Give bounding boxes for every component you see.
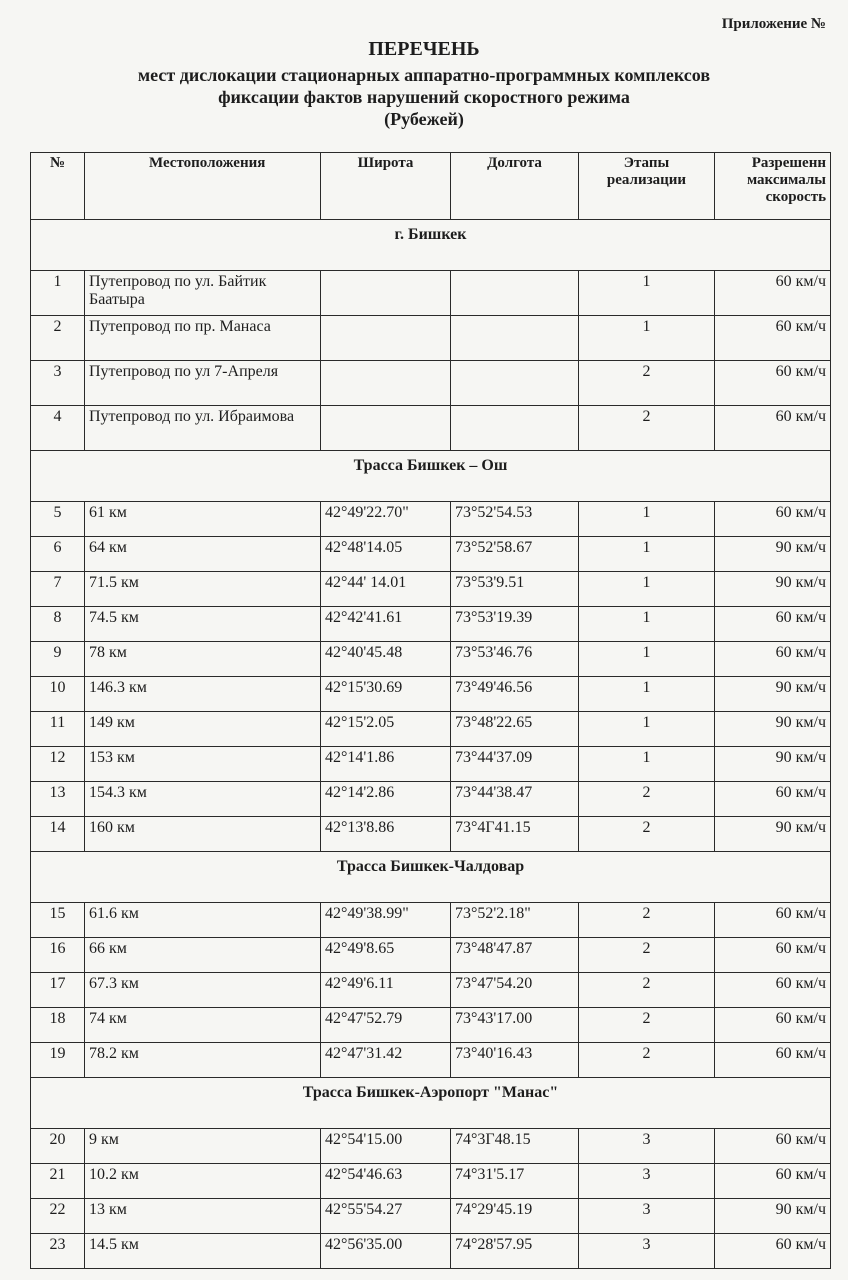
appendix-label: Приложение № bbox=[721, 16, 826, 32]
col-header-num: № bbox=[31, 153, 85, 220]
document-subtitle bbox=[0, 64, 848, 130]
locations-table bbox=[30, 152, 831, 1269]
location-cell: 9 км bbox=[85, 1129, 321, 1164]
table-row bbox=[31, 973, 831, 1008]
subtitle-line: фиксации фактов нарушений скоростного режима bbox=[218, 87, 630, 107]
speed-cell: 60 км/ч bbox=[715, 973, 831, 1008]
latitude-cell bbox=[321, 361, 451, 406]
section-title: Трасса Бишкек-Чалдовар bbox=[31, 852, 831, 903]
speed-cell: 60 км/ч bbox=[715, 1043, 831, 1078]
speed-cell: 60 км/ч bbox=[715, 271, 831, 316]
subtitle-line: мест дислокации стационарных аппаратно-программных комплексов bbox=[137, 65, 711, 85]
speed-cell: 60 км/ч bbox=[715, 1008, 831, 1043]
speed-cell: 60 км/ч bbox=[715, 361, 831, 406]
location-cell: 67.3 км bbox=[85, 973, 321, 1008]
stage-cell: 1 bbox=[579, 642, 715, 677]
row-number: 12 bbox=[31, 747, 85, 782]
latitude-cell bbox=[321, 316, 451, 361]
latitude-cell: 42°15'30.69 bbox=[321, 677, 451, 712]
location-cell: Путепровод по ул 7-Апреля bbox=[85, 361, 321, 406]
latitude-cell: 42°13'8.86 bbox=[321, 817, 451, 852]
row-number: 22 bbox=[31, 1199, 85, 1234]
location-cell: 14.5 км bbox=[85, 1234, 321, 1269]
stage-cell: 2 bbox=[579, 1008, 715, 1043]
row-number: 13 bbox=[31, 782, 85, 817]
stage-cell: 2 bbox=[579, 361, 715, 406]
row-number: 9 bbox=[31, 642, 85, 677]
stage-cell: 1 bbox=[579, 607, 715, 642]
location-cell: 61 км bbox=[85, 502, 321, 537]
latitude-cell: 42°42'41.61 bbox=[321, 607, 451, 642]
location-cell: 74 км bbox=[85, 1008, 321, 1043]
table-row bbox=[31, 316, 831, 361]
latitude-cell: 42°49'22.70" bbox=[321, 502, 451, 537]
row-number: 16 bbox=[31, 938, 85, 973]
stage-cell: 3 bbox=[579, 1199, 715, 1234]
table-row bbox=[31, 1234, 831, 1269]
longitude-cell: 73°52'54.53 bbox=[451, 502, 579, 537]
latitude-cell: 42°44' 14.01 bbox=[321, 572, 451, 607]
latitude-cell: 42°14'2.86 bbox=[321, 782, 451, 817]
speed-cell: 60 км/ч bbox=[715, 1129, 831, 1164]
table-row bbox=[31, 1043, 831, 1078]
section-title: Трасса Бишкек – Ош bbox=[31, 451, 831, 502]
stage-cell: 1 bbox=[579, 537, 715, 572]
longitude-cell: 73°53'19.39 bbox=[451, 607, 579, 642]
stage-cell: 3 bbox=[579, 1129, 715, 1164]
table-row bbox=[31, 1164, 831, 1199]
latitude-cell: 42°54'46.63 bbox=[321, 1164, 451, 1199]
location-cell: 153 км bbox=[85, 747, 321, 782]
row-number: 5 bbox=[31, 502, 85, 537]
longitude-cell bbox=[451, 406, 579, 451]
latitude-cell: 42°54'15.00 bbox=[321, 1129, 451, 1164]
table-row bbox=[31, 747, 831, 782]
section-title: г. Бишкек bbox=[31, 220, 831, 271]
stage-cell: 1 bbox=[579, 677, 715, 712]
longitude-cell: 73°43'17.00 bbox=[451, 1008, 579, 1043]
row-number: 15 bbox=[31, 903, 85, 938]
table-row bbox=[31, 782, 831, 817]
row-number: 1 bbox=[31, 271, 85, 316]
stage-cell: 2 bbox=[579, 782, 715, 817]
table-row bbox=[31, 903, 831, 938]
table-row bbox=[31, 1199, 831, 1234]
latitude-cell: 42°47'52.79 bbox=[321, 1008, 451, 1043]
speed-cell: 60 км/ч bbox=[715, 1234, 831, 1269]
longitude-cell: 73°52'2.18" bbox=[451, 903, 579, 938]
location-cell: 146.3 км bbox=[85, 677, 321, 712]
stage-cell: 3 bbox=[579, 1164, 715, 1199]
longitude-cell: 74°31'5.17 bbox=[451, 1164, 579, 1199]
longitude-cell: 73°48'47.87 bbox=[451, 938, 579, 973]
speed-cell: 60 км/ч bbox=[715, 502, 831, 537]
row-number: 2 bbox=[31, 316, 85, 361]
row-number: 8 bbox=[31, 607, 85, 642]
stage-cell: 2 bbox=[579, 938, 715, 973]
speed-cell: 60 км/ч bbox=[715, 1164, 831, 1199]
speed-cell: 60 км/ч bbox=[715, 782, 831, 817]
document-title: ПЕРЕЧЕНЬ bbox=[368, 38, 480, 60]
location-cell: Путепровод по ул. Байтик Баатыра bbox=[85, 271, 321, 316]
latitude-cell: 42°49'6.11 bbox=[321, 973, 451, 1008]
section-row bbox=[31, 451, 831, 502]
stage-cell: 1 bbox=[579, 747, 715, 782]
row-number: 17 bbox=[31, 973, 85, 1008]
table-row bbox=[31, 1008, 831, 1043]
row-number: 14 bbox=[31, 817, 85, 852]
table-row bbox=[31, 537, 831, 572]
stage-cell: 2 bbox=[579, 903, 715, 938]
table-row bbox=[31, 642, 831, 677]
table-row bbox=[31, 572, 831, 607]
longitude-cell: 73°4Г41.15 bbox=[451, 817, 579, 852]
location-cell: 78 км bbox=[85, 642, 321, 677]
col-header-speed: Разрешенн максималы скорость bbox=[715, 153, 831, 220]
location-cell: 74.5 км bbox=[85, 607, 321, 642]
stage-cell: 1 bbox=[579, 502, 715, 537]
col-header-lat: Широта bbox=[321, 153, 451, 220]
speed-cell: 60 км/ч bbox=[715, 938, 831, 973]
latitude-cell: 42°56'35.00 bbox=[321, 1234, 451, 1269]
location-cell: 66 км bbox=[85, 938, 321, 973]
section-row bbox=[31, 1078, 831, 1129]
stage-cell: 1 bbox=[579, 271, 715, 316]
speed-cell: 60 км/ч bbox=[715, 903, 831, 938]
row-number: 7 bbox=[31, 572, 85, 607]
stage-cell: 1 bbox=[579, 712, 715, 747]
latitude-cell: 42°47'31.42 bbox=[321, 1043, 451, 1078]
longitude-cell: 73°49'46.56 bbox=[451, 677, 579, 712]
section-row bbox=[31, 220, 831, 271]
longitude-cell: 73°48'22.65 bbox=[451, 712, 579, 747]
longitude-cell: 73°47'54.20 bbox=[451, 973, 579, 1008]
speed-cell: 90 км/ч bbox=[715, 712, 831, 747]
location-cell: Путепровод по ул. Ибраимова bbox=[85, 406, 321, 451]
section-row bbox=[31, 852, 831, 903]
longitude-cell bbox=[451, 271, 579, 316]
latitude-cell: 42°14'1.86 bbox=[321, 747, 451, 782]
stage-cell: 2 bbox=[579, 817, 715, 852]
table-body bbox=[31, 220, 831, 1269]
speed-cell: 90 км/ч bbox=[715, 572, 831, 607]
table-row bbox=[31, 1129, 831, 1164]
row-number: 11 bbox=[31, 712, 85, 747]
latitude-cell: 42°49'8.65 bbox=[321, 938, 451, 973]
location-cell: 10.2 км bbox=[85, 1164, 321, 1199]
stage-cell: 2 bbox=[579, 973, 715, 1008]
stage-cell: 2 bbox=[579, 406, 715, 451]
longitude-cell: 73°40'16.43 bbox=[451, 1043, 579, 1078]
table-header-row bbox=[31, 153, 831, 220]
table-row bbox=[31, 271, 831, 316]
stage-cell: 1 bbox=[579, 316, 715, 361]
location-cell: 64 км bbox=[85, 537, 321, 572]
location-cell: 154.3 км bbox=[85, 782, 321, 817]
longitude-cell: 73°52'58.67 bbox=[451, 537, 579, 572]
longitude-cell bbox=[451, 361, 579, 406]
table-row bbox=[31, 712, 831, 747]
row-number: 4 bbox=[31, 406, 85, 451]
table-row bbox=[31, 502, 831, 537]
col-header-stage: Этапы реализации bbox=[579, 153, 715, 220]
longitude-cell: 73°44'37.09 bbox=[451, 747, 579, 782]
table-row bbox=[31, 607, 831, 642]
latitude-cell: 42°48'14.05 bbox=[321, 537, 451, 572]
longitude-cell: 73°53'46.76 bbox=[451, 642, 579, 677]
latitude-cell: 42°40'45.48 bbox=[321, 642, 451, 677]
location-cell: 78.2 км bbox=[85, 1043, 321, 1078]
speed-cell: 90 км/ч bbox=[715, 677, 831, 712]
row-number: 18 bbox=[31, 1008, 85, 1043]
speed-cell: 90 км/ч bbox=[715, 1199, 831, 1234]
speed-cell: 90 км/ч bbox=[715, 817, 831, 852]
longitude-cell: 73°44'38.47 bbox=[451, 782, 579, 817]
stage-cell: 3 bbox=[579, 1234, 715, 1269]
speed-cell: 90 км/ч bbox=[715, 747, 831, 782]
location-cell: 149 км bbox=[85, 712, 321, 747]
table-row bbox=[31, 817, 831, 852]
longitude-cell: 74°29'45.19 bbox=[451, 1199, 579, 1234]
latitude-cell bbox=[321, 271, 451, 316]
latitude-cell: 42°55'54.27 bbox=[321, 1199, 451, 1234]
location-cell: 160 км bbox=[85, 817, 321, 852]
table-row bbox=[31, 938, 831, 973]
longitude-cell: 74°3Г48.15 bbox=[451, 1129, 579, 1164]
row-number: 3 bbox=[31, 361, 85, 406]
latitude-cell bbox=[321, 406, 451, 451]
table-row bbox=[31, 406, 831, 451]
table-row bbox=[31, 677, 831, 712]
longitude-cell: 73°53'9.51 bbox=[451, 572, 579, 607]
row-number: 10 bbox=[31, 677, 85, 712]
latitude-cell: 42°49'38.99" bbox=[321, 903, 451, 938]
location-cell: 71.5 км bbox=[85, 572, 321, 607]
row-number: 23 bbox=[31, 1234, 85, 1269]
longitude-cell: 74°28'57.95 bbox=[451, 1234, 579, 1269]
row-number: 20 bbox=[31, 1129, 85, 1164]
speed-cell: 60 км/ч bbox=[715, 642, 831, 677]
stage-cell: 2 bbox=[579, 1043, 715, 1078]
row-number: 6 bbox=[31, 537, 85, 572]
location-cell: 13 км bbox=[85, 1199, 321, 1234]
row-number: 19 bbox=[31, 1043, 85, 1078]
row-number: 21 bbox=[31, 1164, 85, 1199]
subtitle-line: (Рубежей) bbox=[384, 109, 464, 129]
section-title: Трасса Бишкек-Аэропорт "Манас" bbox=[31, 1078, 831, 1129]
speed-cell: 60 км/ч bbox=[715, 406, 831, 451]
speed-cell: 90 км/ч bbox=[715, 537, 831, 572]
location-cell: Путепровод по пр. Манаса bbox=[85, 316, 321, 361]
longitude-cell bbox=[451, 316, 579, 361]
stage-cell: 1 bbox=[579, 572, 715, 607]
table-row bbox=[31, 361, 831, 406]
col-header-lon: Долгота bbox=[451, 153, 579, 220]
speed-cell: 60 км/ч bbox=[715, 316, 831, 361]
latitude-cell: 42°15'2.05 bbox=[321, 712, 451, 747]
location-cell: 61.6 км bbox=[85, 903, 321, 938]
col-header-location: Местоположения bbox=[85, 153, 321, 220]
speed-cell: 60 км/ч bbox=[715, 607, 831, 642]
